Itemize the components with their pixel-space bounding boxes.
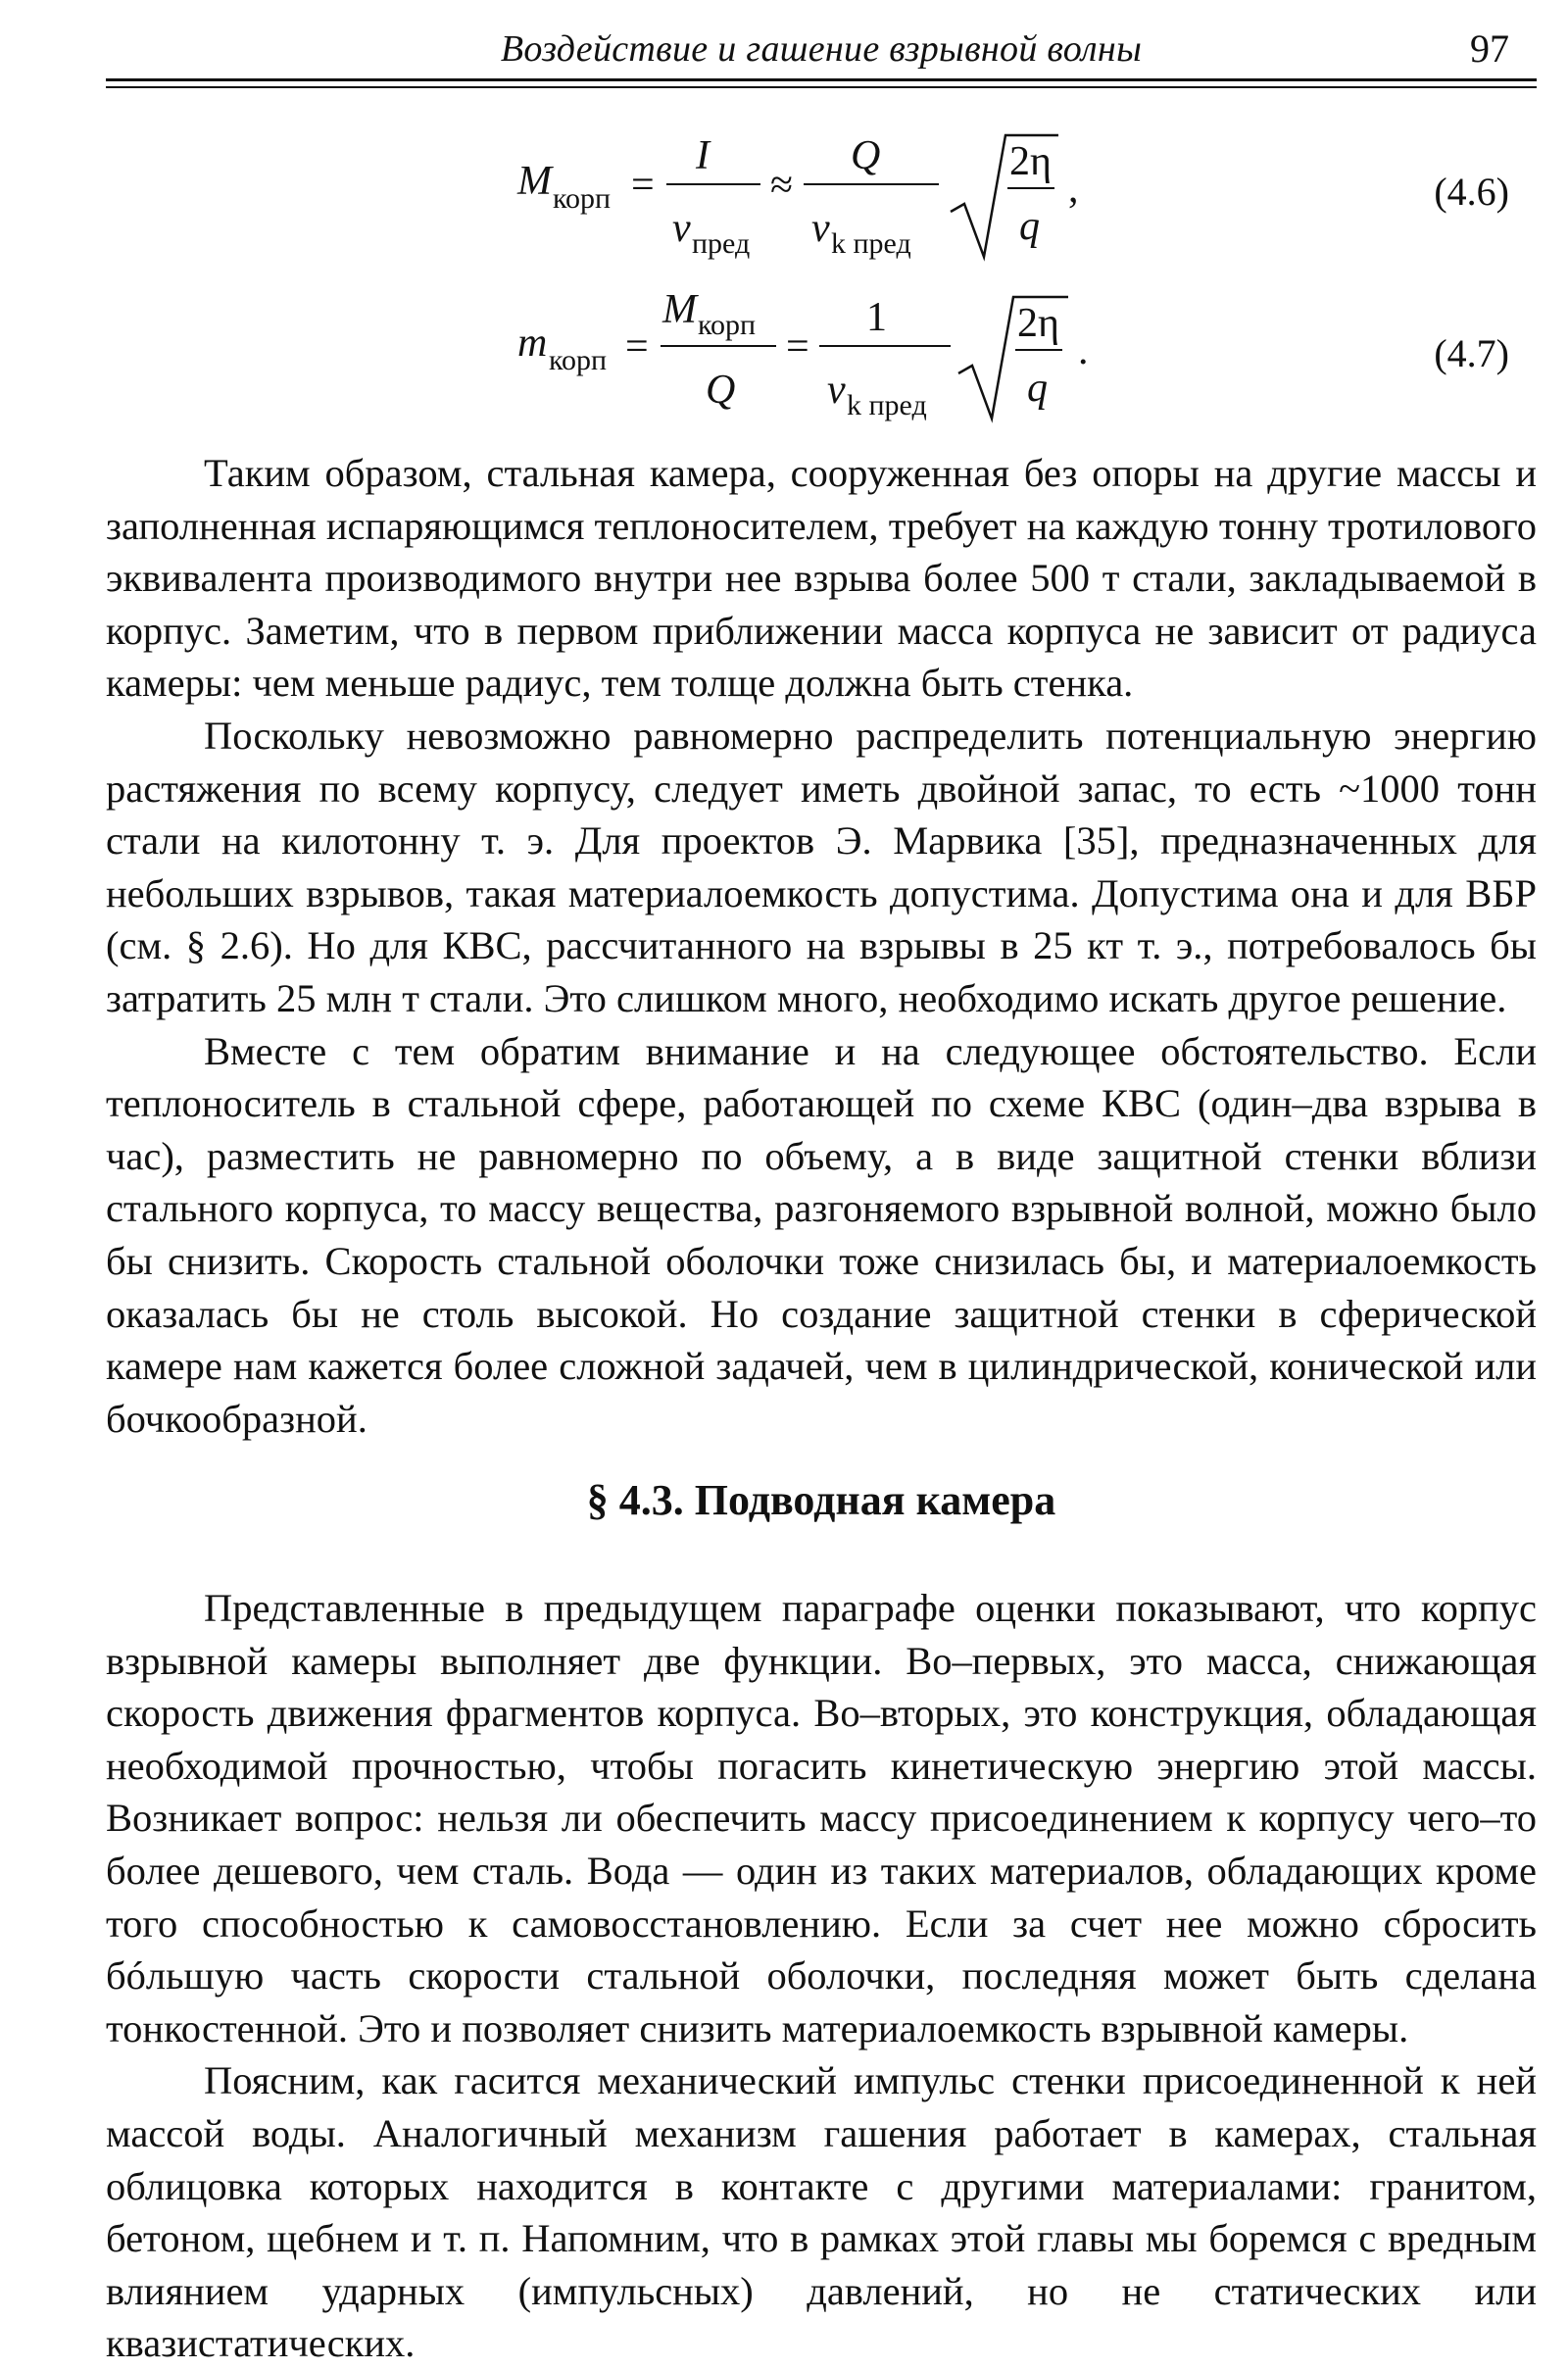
paragraph: Представленные в предыдущем параграфе оценки показывают, что корпус взрывной камеры выполняет две функции. Во–первых, это масса, снижающая скорость движения фрагментов корпуса. Во–вторых, это конструкция, обладающая необходимой прочностью, чтобы погасить кинетическую энергию этой массы. Возникает вопрос: нельзя ли обеспечить массу присоединением к корпусу чего–то более дешевого, чем сталь. Вода — один из таких материалов, обладающих кроме того способностью к самовосстановлению. Если за счет нее можно сбросить бóльшую часть скорости стальной оболочки, последняя может быть сделана тонкостенной. Это и позволяет снизить материалоемкость взрывной камеры. (106, 1586, 1537, 2050)
eq2-lhs-sub: корп (549, 344, 608, 376)
equation-4-7 (106, 279, 1537, 426)
running-header (106, 22, 1537, 80)
eq2-root-num: 2η (1017, 301, 1059, 346)
paragraph: Вместе с тем обратим внимание и на следующее обстоятельство. Если теплоноситель в стальной сфере, работающей по схеме КВС (один–два взрыва в час), разместить не равномерно по объему, а в виде защитной стенки вблизи стального корпуса, то массу вещества, разгоняемого взрывной волной, можно было бы снизить. Скорость стальной оболочки тоже снизилась бы, и материалоемкость оказалась бы не столь высокой. Но создание защитной стенки в сферической камере нам кажется более сложной задачей, чем в цилиндрической, конической или бочкообразной. (106, 1028, 1537, 1441)
eq2-root-den: q (1027, 366, 1048, 411)
page-number: 97 (1470, 26, 1509, 71)
eq1-op2: ≈ (770, 163, 794, 208)
eq1-lhs: M (517, 159, 552, 204)
equation-number: (4.7) (1434, 331, 1509, 375)
equation-number: (4.6) (1434, 170, 1509, 214)
eq1-lhs-sub: корп (553, 182, 612, 215)
body-text-after (106, 1582, 1537, 2370)
section-title: § 4.3. Подводная камера (586, 1476, 1056, 1524)
equation-4-6 (106, 118, 1537, 265)
eq1-t1-num: I (696, 133, 710, 178)
eq1-tail: , (1068, 167, 1079, 212)
eq1-t2-den: v (811, 206, 830, 251)
eq2-tail: . (1078, 328, 1089, 373)
header-rule (106, 78, 1537, 81)
eq1-t1-den-sub: пред (692, 227, 751, 260)
equation-4-7-formula (106, 279, 1184, 426)
eq2-op2: = (786, 324, 809, 370)
equation-4-6-formula (106, 118, 1184, 265)
eq2-op1: = (625, 324, 649, 370)
eq1-t2-den-sub: k пред (831, 227, 911, 260)
eq2-t1-num-sub: корп (698, 309, 757, 341)
eq2-t1-num: M (662, 287, 697, 332)
paragraph: Поясним, как гасится механический импульс стенки присоединенной к ней массой воды. Аналогичный механизм гашения работает в камерах, стальная облицовка которых находится в контакте с другими материалами: гранитом, бетоном, щебнем и т. п. Напомним, что в рамках этой главы мы боремся с вредным влиянием ударных (импульсных) давлений, но не статических или квазистатических. (106, 2058, 1537, 2366)
eq1-root-den: q (1019, 204, 1040, 249)
eq2-t1-den: Q (706, 368, 736, 413)
eq1-root-num: 2η (1009, 139, 1052, 184)
eq2-lhs: m (517, 321, 548, 366)
body-text-before (106, 447, 1537, 1445)
eq1-t2-num: Q (851, 133, 881, 178)
eq1-op1: = (631, 163, 655, 208)
paragraph: Поскольку невозможно равномерно распределить потенциальную энергию растяжения по всему корпусу, следует иметь двойной запас, то есть ~1000 тонн стали на килотонну т. э. Для проектов Э. Марвика [35], предназначенных для небольших взрывов, такая материалоемкость допустима. Допустима она и для ВБР (см. § 2.6). Но для КВС, рассчитанного на взрывы в 25 кт т. э., потребовалось бы затратить 25 млн т стали. Это слишком много, необходимо искать другое решение. (106, 713, 1537, 1020)
header-title: Воздействие и гашение взрывной волны (500, 28, 1143, 70)
paragraph: Таким образом, стальная камера, сооруженная без опоры на другие массы и заполненная испаряющимся теплоносителем, требует на каждую тонну тротилового эквивалента производимого внутри нее взрыва более 500 т стали, закладываемой в корпус. Заметим, что в первом приближении масса корпуса не зависит от радиуса камеры: чем меньше радиус, тем толще должна быть стенка. (106, 451, 1537, 706)
eq2-t2-den: v (827, 368, 846, 413)
header-rule-thin (106, 86, 1537, 88)
eq2-t2-den-sub: k пред (847, 389, 927, 421)
eq1-t1-den: v (672, 206, 691, 251)
eq2-t2-num: 1 (866, 295, 887, 340)
